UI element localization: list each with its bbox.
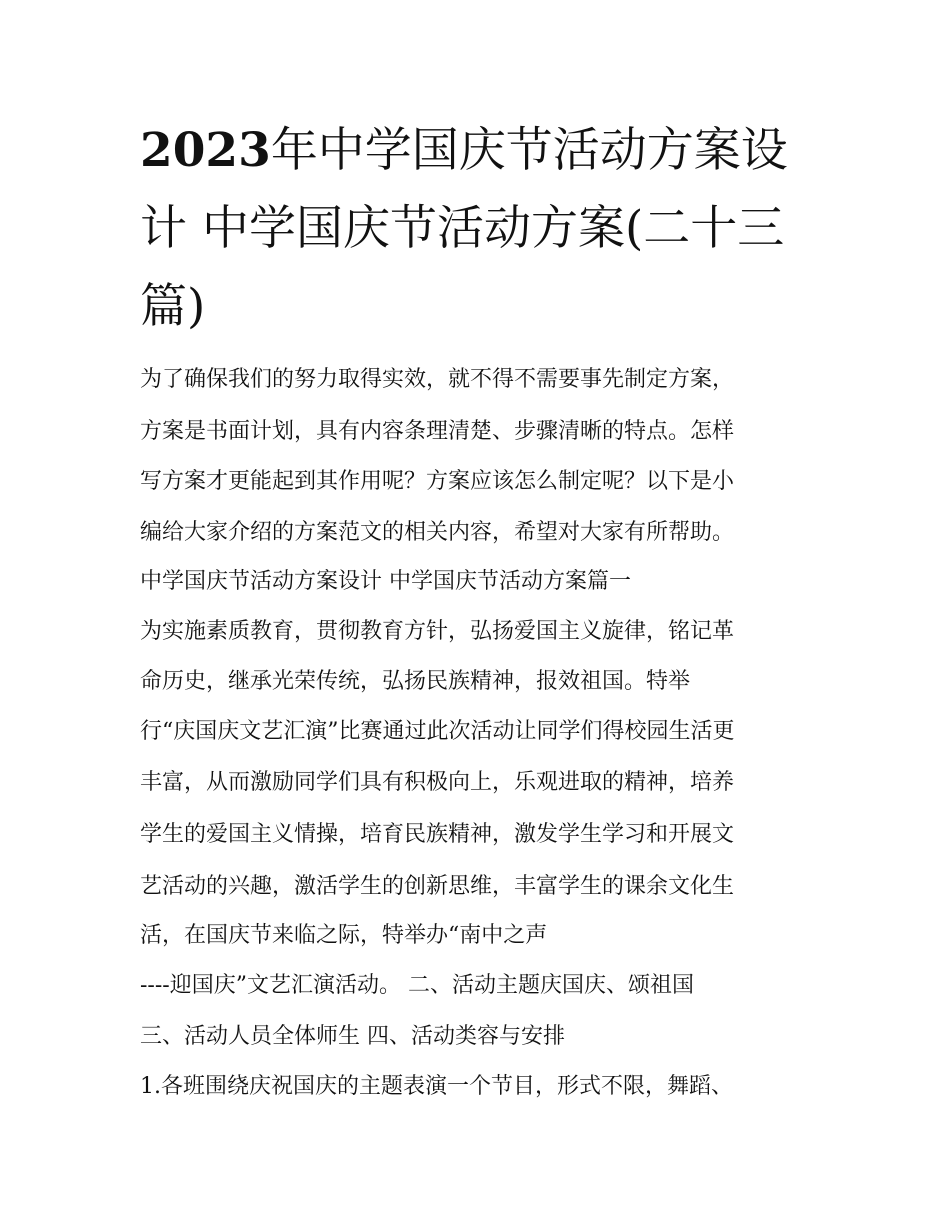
body-line: 三、活动人员全体师生 四、活动类容与安排 [140, 1024, 565, 1049]
body-line: 为实施素质教育，贯彻教育方针，弘扬爱国主义旋律，铭记革 [140, 619, 735, 644]
body-line: 命历史，继承光荣传统，弘扬民族精神，报效祖国。特举 [140, 669, 691, 694]
body-line: 为了确保我们的努力取得实效，就不得不需要事先制定方案， [140, 367, 735, 392]
body-line: 方案是书面计划，具有内容条理清楚、步骤清晰的特点。怎样 [140, 419, 735, 444]
body-line: 学生的爱国主义情操，培育民族精神，激发学生学习和开展文 [140, 822, 735, 847]
body-line: 写方案才更能起到其作用呢？方案应该怎么制定呢？以下是小 [140, 469, 735, 494]
body-line: 活，在国庆节来临之际，特举办“南中之声 [140, 923, 548, 948]
title-year: 2023 [140, 123, 271, 178]
document-title [140, 112, 820, 346]
section-heading: 中学国庆节活动方案设计 中学国庆节活动方案篇一 [140, 569, 631, 594]
body-line: 丰富，从而激励同学们具有积极向上，乐观进取的精神，培养 [140, 770, 735, 795]
body-line: 行“庆国庆文艺汇演”比赛通过此次活动让同学们得校园生活更 [140, 719, 735, 744]
body-line: 编给大家介绍的方案范文的相关内容，希望对大家有所帮助。 [140, 520, 735, 545]
body-line: 1.各班围绕庆祝国庆的主题表演一个节目，形式不限，舞蹈、 [140, 1074, 733, 1099]
title-text: 年中学国庆节活动方案设计 中学国庆节活动方案(二十三篇) [140, 123, 788, 334]
body-line: 艺活动的兴趣，激活学生的创新思维，丰富学生的课余文化生 [140, 874, 735, 899]
body-line: ----迎国庆”文艺汇演活动。 二、活动主题庆国庆、颂祖国 [140, 973, 694, 998]
